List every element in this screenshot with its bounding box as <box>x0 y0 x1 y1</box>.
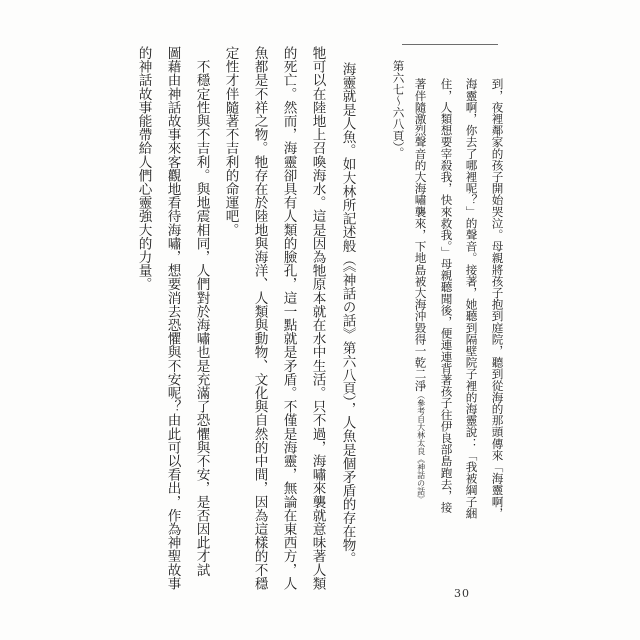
quote-text-tail: 啊， <box>490 495 505 519</box>
body-text: 圖藉由神話故事來客觀地看待海嘯，想要消去恐懼與不安呢？由此可以看出，作為神聖故事 <box>164 46 181 590</box>
body-column-1 <box>340 62 354 565</box>
body-column-2 <box>310 46 324 590</box>
quote-column-2 <box>465 78 477 519</box>
page-number: 30 <box>454 587 470 600</box>
body-text: 不穩定性與不吉利。與地震相同，人們對於海嘯也是充滿了恐懼與不安，是否因此才試 <box>193 46 210 577</box>
body-text: 魚都是不祥之物。牠存在於陸地與海洋、人類與動物、文化與自然的中間，因為這樣的不穩 <box>251 46 268 590</box>
quote-column-5 <box>392 60 404 159</box>
body-column-8 <box>136 46 150 291</box>
quote-text-tail: ，接 <box>439 489 454 514</box>
quote-text: 海靈啊，你去了哪裡呢？」的聲音。接著，她聽到隔壁院子裡的海靈說：「我被綱 <box>464 78 479 496</box>
quote-text: 第六七～六八頁）。 <box>391 60 406 159</box>
quote-column-3 <box>440 78 452 513</box>
quote-text: 住，人類想要宰殺我，快來救我。」母親聽聞後，便連連背著孩子往伊良部島跑去 <box>439 78 454 490</box>
body-text: 的神話故事能帶給人們心靈強大的力量。 <box>135 46 152 291</box>
top-rule <box>402 44 498 45</box>
body-column-4 <box>252 46 266 590</box>
quote-text-tail: 子綑 <box>464 495 479 519</box>
quote-text: 著伴隨激烈聲音的大海嘯襲來，下地島被大海沖毀得一乾二淨 <box>413 78 428 392</box>
body-text: 定性才伴隨著不吉利的命運吧。 <box>222 46 239 237</box>
body-column-5 <box>223 46 237 236</box>
quote-text: 到，夜裡鄰家的孩子開始哭泣。母親將孩子抱到庭院，聽到從海的那頭傳來「海靈 <box>490 78 505 496</box>
quote-column-1 <box>491 78 503 519</box>
body-text: 海靈就是人魚。如大林所記述般（《神話の話》第六八頁），人魚是個矛盾的存在物。 <box>339 62 356 566</box>
citation-note: （參考自大林太良《神話の話》 <box>416 391 426 504</box>
quote-column-4 <box>414 78 426 503</box>
body-text: 的死亡。然而，海靈卻具有人類的臉孔，這一點就是矛盾。不僅是海靈，無論在東西方，人 <box>280 46 297 590</box>
body-column-6 <box>194 46 208 576</box>
body-column-7 <box>165 46 179 590</box>
body-text: 牠可以在陸地上召喚海水。這是因為牠原本就在水中生活。只不過，海嘯來襲就意味著人類 <box>309 46 326 590</box>
body-column-3 <box>281 46 295 590</box>
